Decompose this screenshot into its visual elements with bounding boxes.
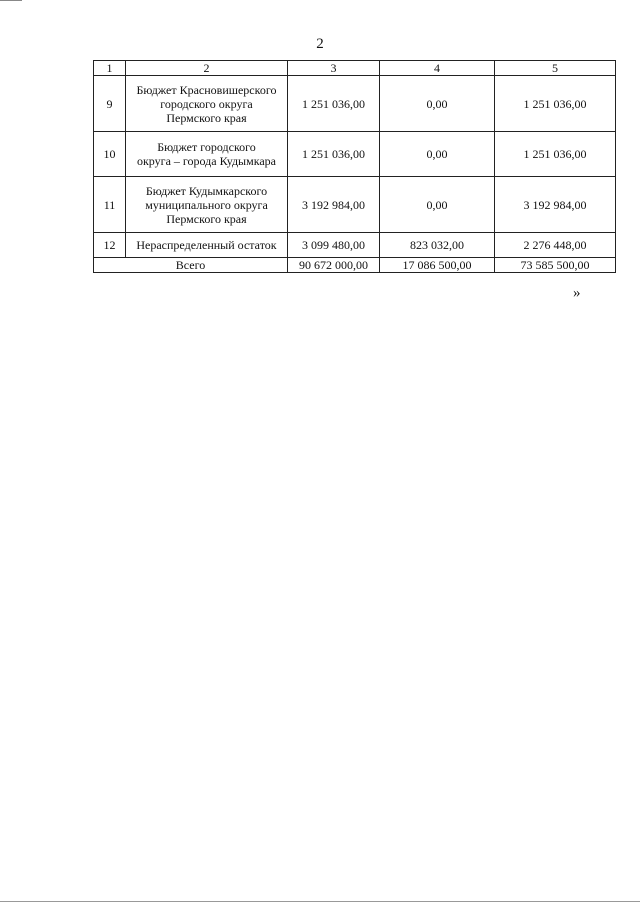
table-row bbox=[94, 177, 616, 233]
header-cell-1: 1 bbox=[94, 61, 126, 76]
amount-col5-cell: 2 276 448,00 bbox=[495, 233, 616, 258]
amount-col4-cell: 0,00 bbox=[380, 177, 495, 233]
closing-quote-mark: » bbox=[573, 285, 581, 301]
table-row bbox=[94, 76, 616, 132]
table-row bbox=[94, 233, 616, 258]
amount-col5-cell: 3 192 984,00 bbox=[495, 177, 616, 233]
amount-col4-cell: 823 032,00 bbox=[380, 233, 495, 258]
amount-col3-cell: 3 099 480,00 bbox=[288, 233, 380, 258]
amount-col3-cell: 1 251 036,00 bbox=[288, 132, 380, 177]
table-total-row bbox=[94, 258, 616, 273]
row-number-cell: 11 bbox=[94, 177, 126, 233]
budget-name-line: Нераспределенный остаток bbox=[136, 238, 277, 252]
amount-col3-cell: 1 251 036,00 bbox=[288, 76, 380, 132]
amount-col4-cell: 0,00 bbox=[380, 132, 495, 177]
budget-name-line: округа – города Кудымкара bbox=[136, 154, 277, 168]
row-number-cell: 9 bbox=[94, 76, 126, 132]
header-cell-4: 4 bbox=[380, 61, 495, 76]
budget-name-cell bbox=[126, 177, 288, 233]
total-col5-cell: 73 585 500,00 bbox=[495, 258, 616, 273]
total-col3-cell: 90 672 000,00 bbox=[288, 258, 380, 273]
amount-col4-cell: 0,00 bbox=[380, 76, 495, 132]
table-row bbox=[94, 132, 616, 177]
budget-name-line: Бюджет Кудымкарского bbox=[145, 183, 268, 198]
budget-name-line: городского округа bbox=[160, 96, 253, 111]
budget-name-line: муниципального округа bbox=[145, 197, 268, 212]
row-number-cell: 10 bbox=[94, 132, 126, 177]
header-cell-5: 5 bbox=[495, 61, 616, 76]
budget-name-cell bbox=[126, 76, 288, 132]
amount-col3-cell: 3 192 984,00 bbox=[288, 177, 380, 233]
scan-bottom-edge bbox=[0, 901, 640, 902]
total-col4-cell: 17 086 500,00 bbox=[380, 258, 495, 273]
row-number-cell: 12 bbox=[94, 233, 126, 258]
amount-col5-cell: 1 251 036,00 bbox=[495, 76, 616, 132]
table-header-row bbox=[94, 61, 616, 76]
budget-name-cell bbox=[126, 233, 288, 258]
budget-name-line: Бюджет Красновишерского bbox=[136, 82, 277, 97]
header-cell-2: 2 bbox=[126, 61, 288, 76]
scan-corner-mark bbox=[0, 0, 22, 5]
total-label: Всего bbox=[94, 258, 288, 273]
budget-name-line: Пермского края bbox=[166, 211, 247, 226]
budget-name-line: Пермского края bbox=[166, 110, 247, 125]
amount-col5-cell: 1 251 036,00 bbox=[495, 132, 616, 177]
budget-allocation-table bbox=[93, 60, 616, 273]
page-number: 2 bbox=[316, 36, 324, 52]
budget-name-line: Бюджет городского bbox=[157, 140, 256, 154]
header-cell-3: 3 bbox=[288, 61, 380, 76]
budget-name-cell bbox=[126, 132, 288, 177]
